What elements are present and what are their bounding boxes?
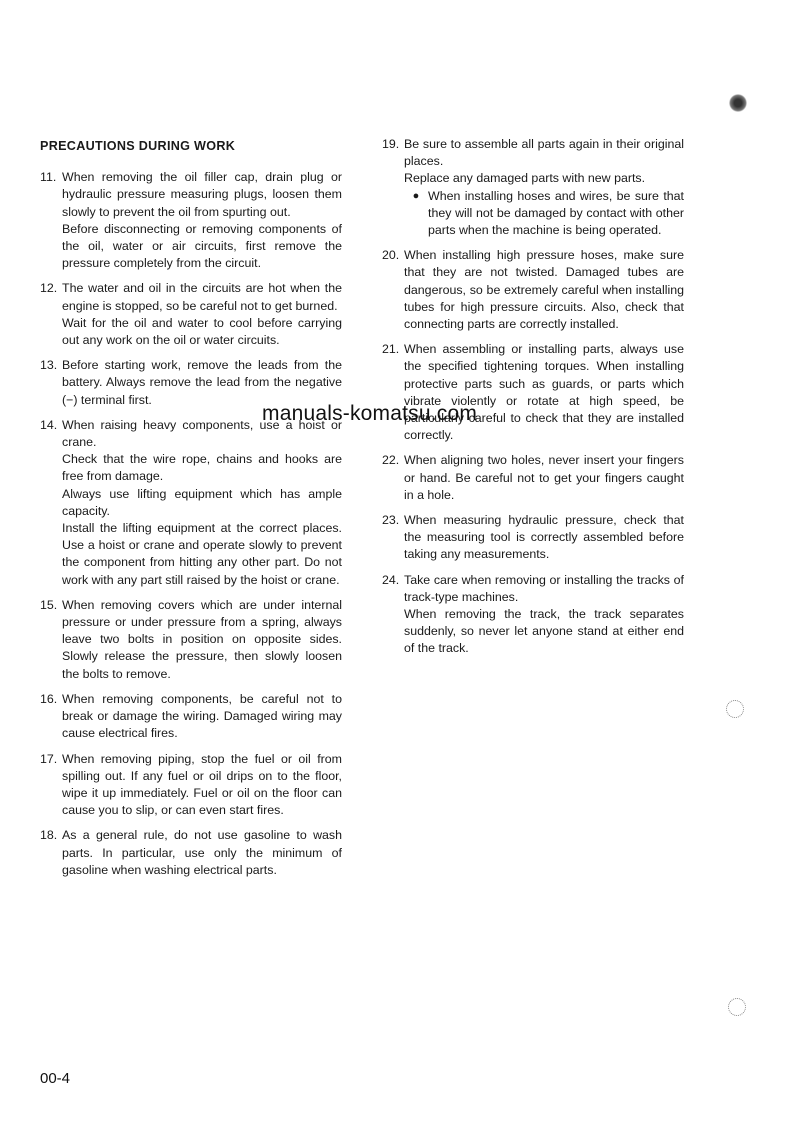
list-item-20 xyxy=(382,247,684,333)
item-body xyxy=(404,452,684,504)
item-paragraph: As a general rule, do not use gasoline to wash parts. In particular, use only the minimum of gasoline when washing electrical parts. xyxy=(62,828,342,877)
item-body xyxy=(62,691,342,743)
item-paragraph: When removing the oil filler cap, drain plug or hydraulic pressure measuring plugs, loosen them slowly to prevent the oil from spurting out. xyxy=(62,170,342,219)
item-body xyxy=(62,827,342,879)
item-number: 19. xyxy=(382,137,400,151)
item-paragraph: Before starting work, remove the leads from the battery. Always remove the lead from the negative (−) terminal first. xyxy=(62,358,342,407)
bullet-text: When installing hoses and wires, be sure that they will not be damaged by contact with other parts when the machine is being operated. xyxy=(428,188,684,238)
item-number: 20. xyxy=(382,248,400,263)
watermark-text: manuals-komatsu.com xyxy=(262,402,478,425)
item-body xyxy=(404,341,684,444)
item-paragraph: When aligning two holes, never insert your fingers or hand. Be careful not to get your fingers caught in a hole. xyxy=(404,453,684,502)
list-item-24 xyxy=(382,572,684,658)
item-paragraph: When removing covers which are under internal pressure or under pressure from a spring, always leave two bolts in position on opposite sides. Slowly release the pressure, then slowly loosen the bolts to remove. xyxy=(62,597,342,681)
item-body xyxy=(62,169,342,272)
item-number: 15. xyxy=(40,597,58,612)
list-item-12 xyxy=(40,280,342,349)
list-item-23 xyxy=(382,512,684,564)
item-paragraph: Always use lifting equipment which has ample capacity. xyxy=(62,486,342,518)
item-paragraph: Install the lifting equipment at the correct places. Use a hoist or crane and operate slowly to prevent the component from hitting any other part. Do not work with any part still raised by the hoist or crane. xyxy=(62,521,342,587)
bullet-item xyxy=(404,188,684,240)
list-item-16 xyxy=(40,691,342,743)
item-paragraph: When removing piping, stop the fuel or oil from spilling out. If any fuel or oil drips on to the floor, wipe it up immediately. Fuel or oil on the floor can cause you to slip, or can even start fires. xyxy=(62,751,342,818)
list-item-15 xyxy=(40,597,342,683)
item-paragraph: Wait for the oil and water to cool before carrying out any work on the oil or water circuits. xyxy=(62,315,342,348)
item-number: 11. xyxy=(40,170,57,185)
item-number: 12. xyxy=(40,281,58,296)
item-paragraph: When installing high pressure hoses, make sure that they are not twisted. Damaged tubes are dangerous, so be extremely careful when installing tubes for high pressure circuits. Also, check that connecting parts are correctly installed. xyxy=(404,248,684,332)
right-column xyxy=(382,136,684,666)
item-number: 13. xyxy=(40,358,58,373)
section-title: PRECAUTIONS DURING WORK xyxy=(40,139,236,153)
list-item-19 xyxy=(382,136,684,239)
item-paragraph: Before disconnecting or removing components of the oil, water or air circuits, first remove the pressure completely from the circuit. xyxy=(62,221,342,271)
item-paragraph: Be sure to assemble all parts again in their original places. xyxy=(404,137,684,169)
item-number: 21. xyxy=(382,342,400,357)
item-body xyxy=(404,136,684,239)
left-column xyxy=(40,136,342,887)
item-body xyxy=(62,751,342,820)
item-number: 22. xyxy=(382,453,400,468)
item-paragraph: When removing the track, the track separates suddenly, so never let anyone stand at either end of the track. xyxy=(404,607,684,656)
list-item-11 xyxy=(40,169,342,272)
list-item-22 xyxy=(382,452,684,504)
item-number: 18. xyxy=(40,828,58,843)
item-body xyxy=(404,512,684,564)
scan-mark-icon xyxy=(728,998,746,1016)
scan-mark-icon xyxy=(726,700,744,718)
item-number: 24. xyxy=(382,572,400,587)
item-paragraph: When measuring hydraulic pressure, check that the measuring tool is correctly assembled before taking any measurements. xyxy=(404,513,684,562)
bullet-dot-icon: ● xyxy=(412,189,420,202)
item-paragraph: When assembling or installing parts, always use the specified tightening torques. When installing protective parts such as guards, or parts which vibrate violently or rotate at high speed, be particularly careful to check that they are installed correctly. xyxy=(404,342,684,443)
item-paragraph: When removing components, be careful not to break or damage the wiring. Damaged wiring may cause electrical fires. xyxy=(62,691,342,741)
item-number: 23. xyxy=(382,513,400,528)
item-body xyxy=(404,247,684,333)
item-number: 17. xyxy=(40,751,58,766)
item-body xyxy=(404,572,684,658)
item-number: 16. xyxy=(40,691,58,706)
scan-mark-icon xyxy=(729,94,747,112)
list-item-21 xyxy=(382,341,684,444)
item-body xyxy=(62,280,342,349)
item-paragraph: When raising heavy components, use a hoist or crane. xyxy=(62,417,342,450)
item-paragraph: Take care when removing or installing the tracks of track-type machines. xyxy=(404,572,684,604)
item-body xyxy=(62,597,342,683)
item-paragraph: The water and oil in the circuits are hot when the engine is stopped, so be careful not to get burned. xyxy=(62,281,342,313)
list-item-17 xyxy=(40,751,342,820)
list-item-14 xyxy=(40,417,342,589)
item-paragraph: Replace any damaged parts with new parts. xyxy=(404,171,646,186)
item-paragraph: Check that the wire rope, chains and hooks are free from damage. xyxy=(62,452,342,484)
item-number: 14. xyxy=(40,417,58,432)
item-body xyxy=(62,417,342,589)
list-item-18 xyxy=(40,827,342,879)
page-number: 00-4 xyxy=(40,1070,71,1087)
